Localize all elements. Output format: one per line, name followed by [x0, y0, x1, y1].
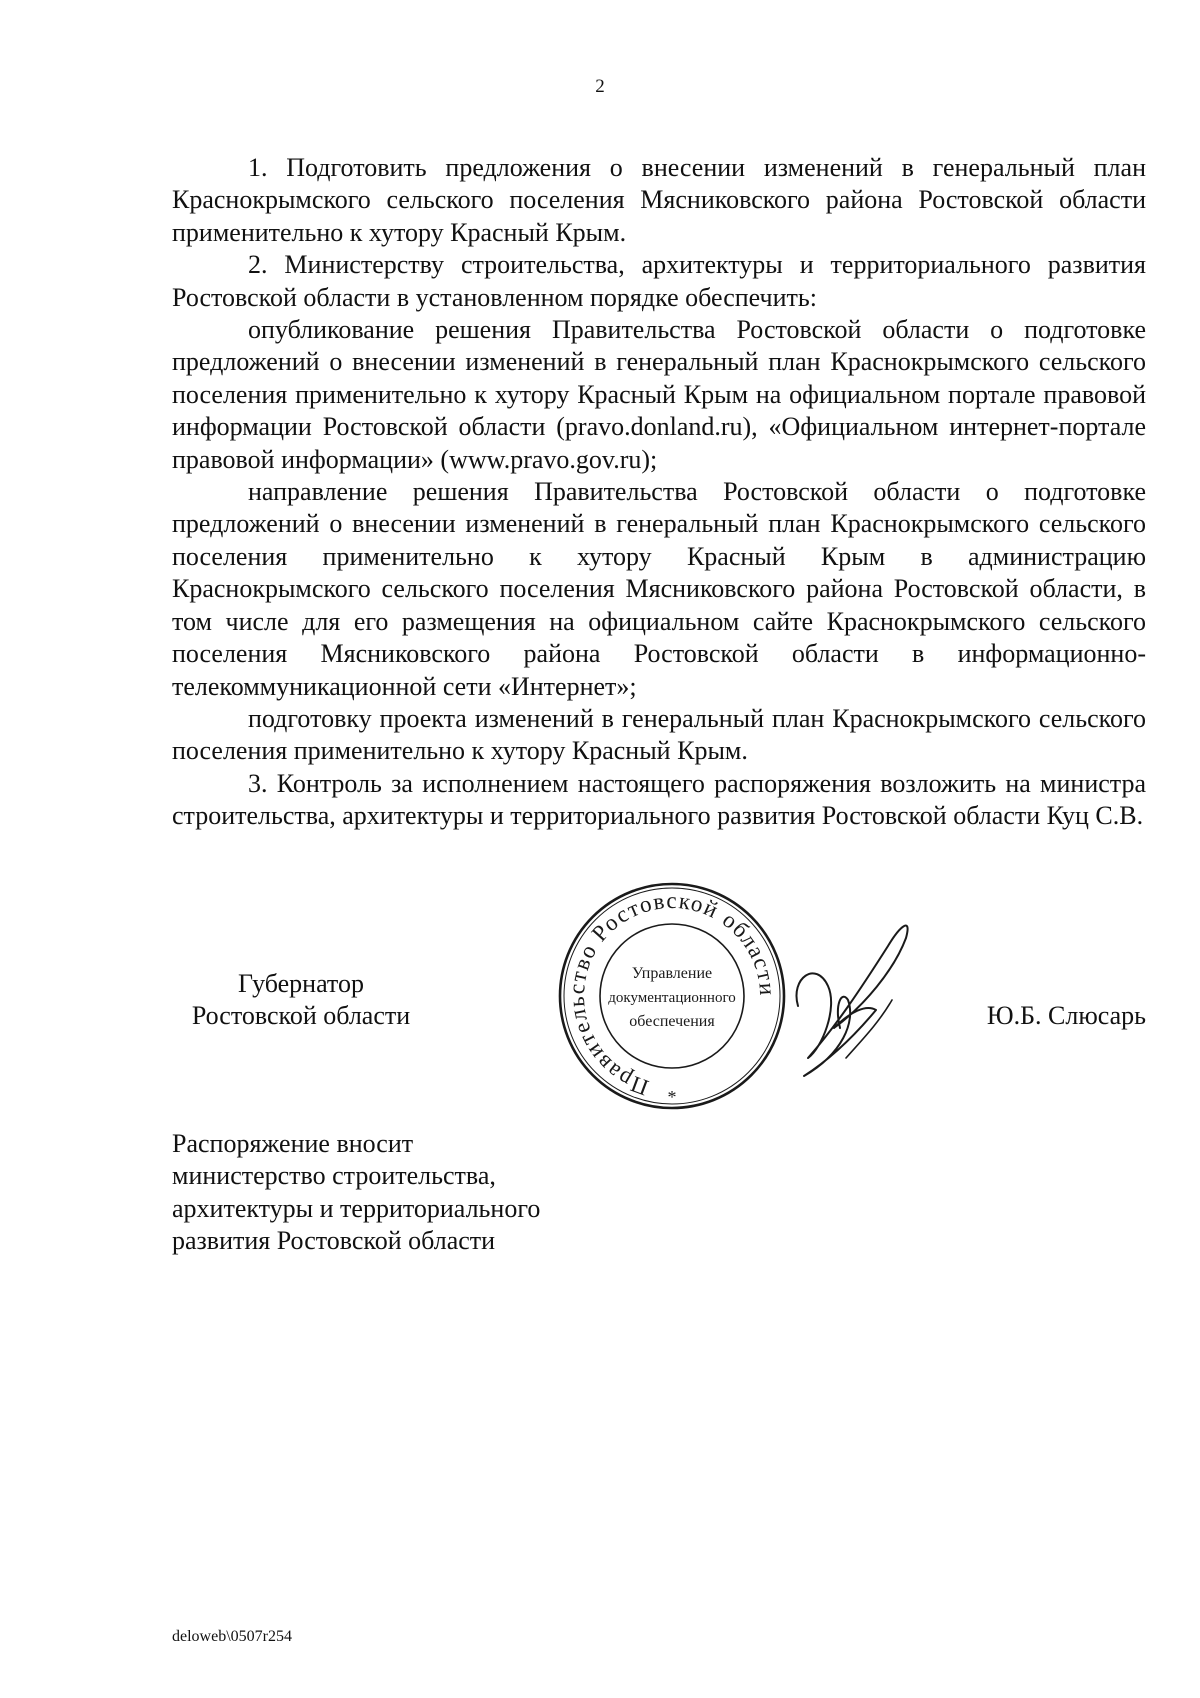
paragraph-item-3: 3. Контроль за исполнением настоящего распоряжения возложить на министра строительства, архитектуры и территориального развития Ростовской области Куц С.В.: [172, 768, 1146, 831]
seal-inner-line: обеспечения: [629, 1013, 715, 1030]
introduced-by-line: министерство строительства,: [172, 1161, 496, 1191]
document-body: [172, 152, 1146, 833]
paragraph-item-2: 2. Министерству строительства, архитектуры и территориального развития Ростовской области в установленном порядке обеспечить:: [172, 250, 1146, 312]
paragraph-direction: направление решения Правительства Ростовской области о подготовке предложений о внесении изменений в генеральный план Краснокрымского сельского поселения применительно к хутору Красный Крым в администрацию Краснокрымского сельского поселения Мясниковского района Ростовской области, в том числе для его размещения на официальном сайте Краснокрымского сельского поселения Мясниковского района Ростовской области в информационно-телекоммуникационной сети «Интернет»;: [172, 477, 1146, 701]
paragraph-preparation: подготовку проекта изменений в генеральный план Краснокрымского сельского поселения применительно к хутору Красный Крым.: [172, 703, 1146, 766]
seal-inner-line: Управление: [631, 965, 713, 982]
signatory-position: [176, 968, 426, 1032]
seal-star: *: [667, 1087, 677, 1107]
introduced-by-line: Распоряжение вносит: [172, 1129, 414, 1158]
signatory-position-line: Губернатор: [238, 969, 364, 998]
introduced-by-line: архитектуры и территориального: [172, 1193, 541, 1223]
signatory-name: Ю.Б. Слюсарь: [986, 1001, 1146, 1030]
seal-inner-line: документационного: [608, 990, 736, 1006]
official-seal: [556, 880, 788, 1112]
seal-outer-text: Правительство Ростовской области: [563, 887, 781, 1101]
paragraph-item-1: 1. Подготовить предложения о внесении изменений в генеральный план Краснокрымского сельского поселения Мясниковского района Ростовской области применительно к хутору Красный Крым.: [172, 153, 1146, 247]
document-code: deloweb\0507r254: [172, 1628, 292, 1645]
introduced-by-block: [172, 1128, 540, 1258]
paragraph-publication: опубликование решения Правительства Ростовской области о подготовке предложений о внесении изменений в генеральный план Краснокрымского сельского поселения применительно к хутору Красный Крым на официальном портале правовой информации Ростовской области (pravo.donland.ru), «Официальном интернет-портале правовой информации» (www.pravo.gov.ru);: [172, 315, 1146, 474]
handwritten-signature: [788, 908, 918, 1088]
signatory-position-line: Ростовской области: [191, 1001, 411, 1030]
page-number: 2: [595, 76, 605, 97]
introduced-by-line: развития Ростовской области: [172, 1226, 496, 1256]
